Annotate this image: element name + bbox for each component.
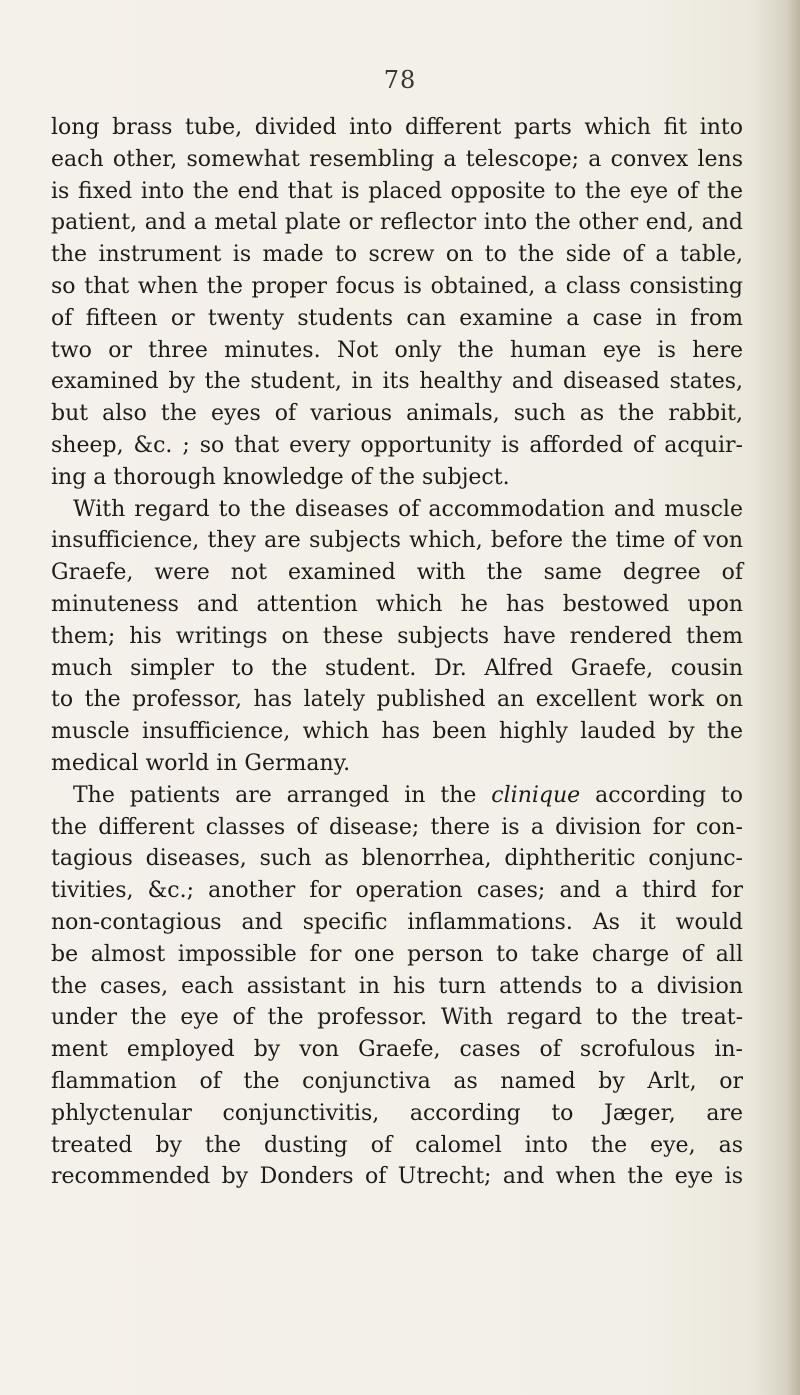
text-segment: flammation of the conjunctiva as named by Arlt, or xyxy=(51,1068,743,1094)
page-edge-shadow xyxy=(786,0,800,1395)
text-segment: so that when the proper focus is obtained, a class consisting xyxy=(51,273,743,299)
text-segment: them; his writings on these subjects have rendered them xyxy=(51,623,743,649)
text-line xyxy=(51,430,743,462)
text-line xyxy=(51,557,743,589)
text-segment: be almost impossible for one person to take charge of all xyxy=(51,941,743,967)
text-segment: long brass tube, divided into different parts which fit into xyxy=(51,115,743,140)
text-line xyxy=(51,239,743,271)
text-line xyxy=(51,653,743,685)
text-segment: tivities, &c.; another for operation cases; and a third for xyxy=(51,878,743,904)
text-segment: patient, and a metal plate or reflector into the other end, and xyxy=(51,210,743,236)
text-line xyxy=(51,525,743,557)
text-segment: according to xyxy=(580,782,743,808)
text-line xyxy=(51,748,743,780)
text-line xyxy=(51,271,743,303)
text-line xyxy=(51,494,743,526)
text-segment: ing a thorough knowledge of the subject. xyxy=(51,464,510,490)
text-line xyxy=(51,684,743,716)
text-line xyxy=(51,207,743,239)
text-line xyxy=(51,303,743,335)
text-segment: muscle insufficience, which has been highly lauded by the xyxy=(51,719,743,745)
page-number: 78 xyxy=(383,66,417,94)
text-segment: phlyctenular conjunctivitis, according to Jæger, are xyxy=(51,1100,743,1126)
text-segment: tagious diseases, such as blenorrhea, diphtheritic conjunc- xyxy=(51,846,743,872)
text-segment: minuteness and attention which he has bestowed upon xyxy=(51,591,743,617)
text-segment: Graefe, were not examined with the same degree of xyxy=(51,560,743,586)
text-segment: two or three minutes. Not only the human eye is here xyxy=(51,337,743,363)
text-line xyxy=(51,589,743,621)
text-segment: to the professor, has lately published an excellent work on xyxy=(51,687,743,713)
text-segment: insufficience, they are subjects which, before the time of von xyxy=(51,528,743,554)
text-line xyxy=(51,335,743,367)
text-line xyxy=(51,780,743,812)
text-line xyxy=(51,939,743,971)
text-segment: is fixed into the end that is placed opposite to the eye of the xyxy=(51,178,743,204)
text-segment: much simpler to the student. Dr. Alfred Graefe, cousin xyxy=(51,655,743,681)
text-segment: recommended by Donders of Utrecht; and when the eye is xyxy=(51,1164,743,1190)
text-line xyxy=(51,112,743,144)
text-line xyxy=(51,398,743,430)
text-segment: each other, somewhat resembling a telescope; a convex lens xyxy=(51,146,743,172)
text-segment: ment employed by von Graefe, cases of scrofulous in- xyxy=(51,1037,743,1063)
text-line xyxy=(51,1066,743,1098)
text-line xyxy=(51,144,743,176)
text-line xyxy=(51,462,743,494)
text-segment: The patients are arranged in the xyxy=(73,782,492,808)
text-line xyxy=(51,621,743,653)
text-line xyxy=(51,1161,743,1193)
text-line xyxy=(51,1034,743,1066)
text-segment: treated by the dusting of calomel into the eye, as xyxy=(51,1132,743,1158)
text-segment: of fifteen or twenty students can examine a case in from xyxy=(51,305,743,331)
text-line xyxy=(51,1098,743,1130)
text-segment: medical world in Germany. xyxy=(51,750,351,776)
text-segment: the different classes of disease; there is a division for con- xyxy=(51,814,743,840)
text-line xyxy=(51,1002,743,1034)
text-line xyxy=(51,971,743,1003)
text-segment: under the eye of the professor. With regard to the treat- xyxy=(51,1005,743,1031)
text-segment: sheep, &c. ; so that every opportunity is afforded of acquir- xyxy=(51,432,743,458)
text-segment: the instrument is made to screw on to the side of a table, xyxy=(51,242,743,268)
text-line xyxy=(51,812,743,844)
italic-word: clinique xyxy=(491,782,581,808)
text-line xyxy=(51,907,743,939)
text-segment: non-contagious and specific inflammations. As it would xyxy=(51,909,743,935)
text-line xyxy=(51,366,743,398)
text-segment: With regard to the diseases of accommodation and muscle xyxy=(73,496,743,522)
text-line xyxy=(51,1130,743,1162)
text-line xyxy=(51,176,743,208)
body-text xyxy=(51,112,743,1193)
text-segment: but also the eyes of various animals, such as the rabbit, xyxy=(51,401,743,427)
text-line xyxy=(51,716,743,748)
text-segment: the cases, each assistant in his turn attends to a division xyxy=(51,973,743,999)
text-line xyxy=(51,875,743,907)
text-segment: examined by the student, in its healthy and diseased states, xyxy=(51,369,743,395)
text-line xyxy=(51,843,743,875)
